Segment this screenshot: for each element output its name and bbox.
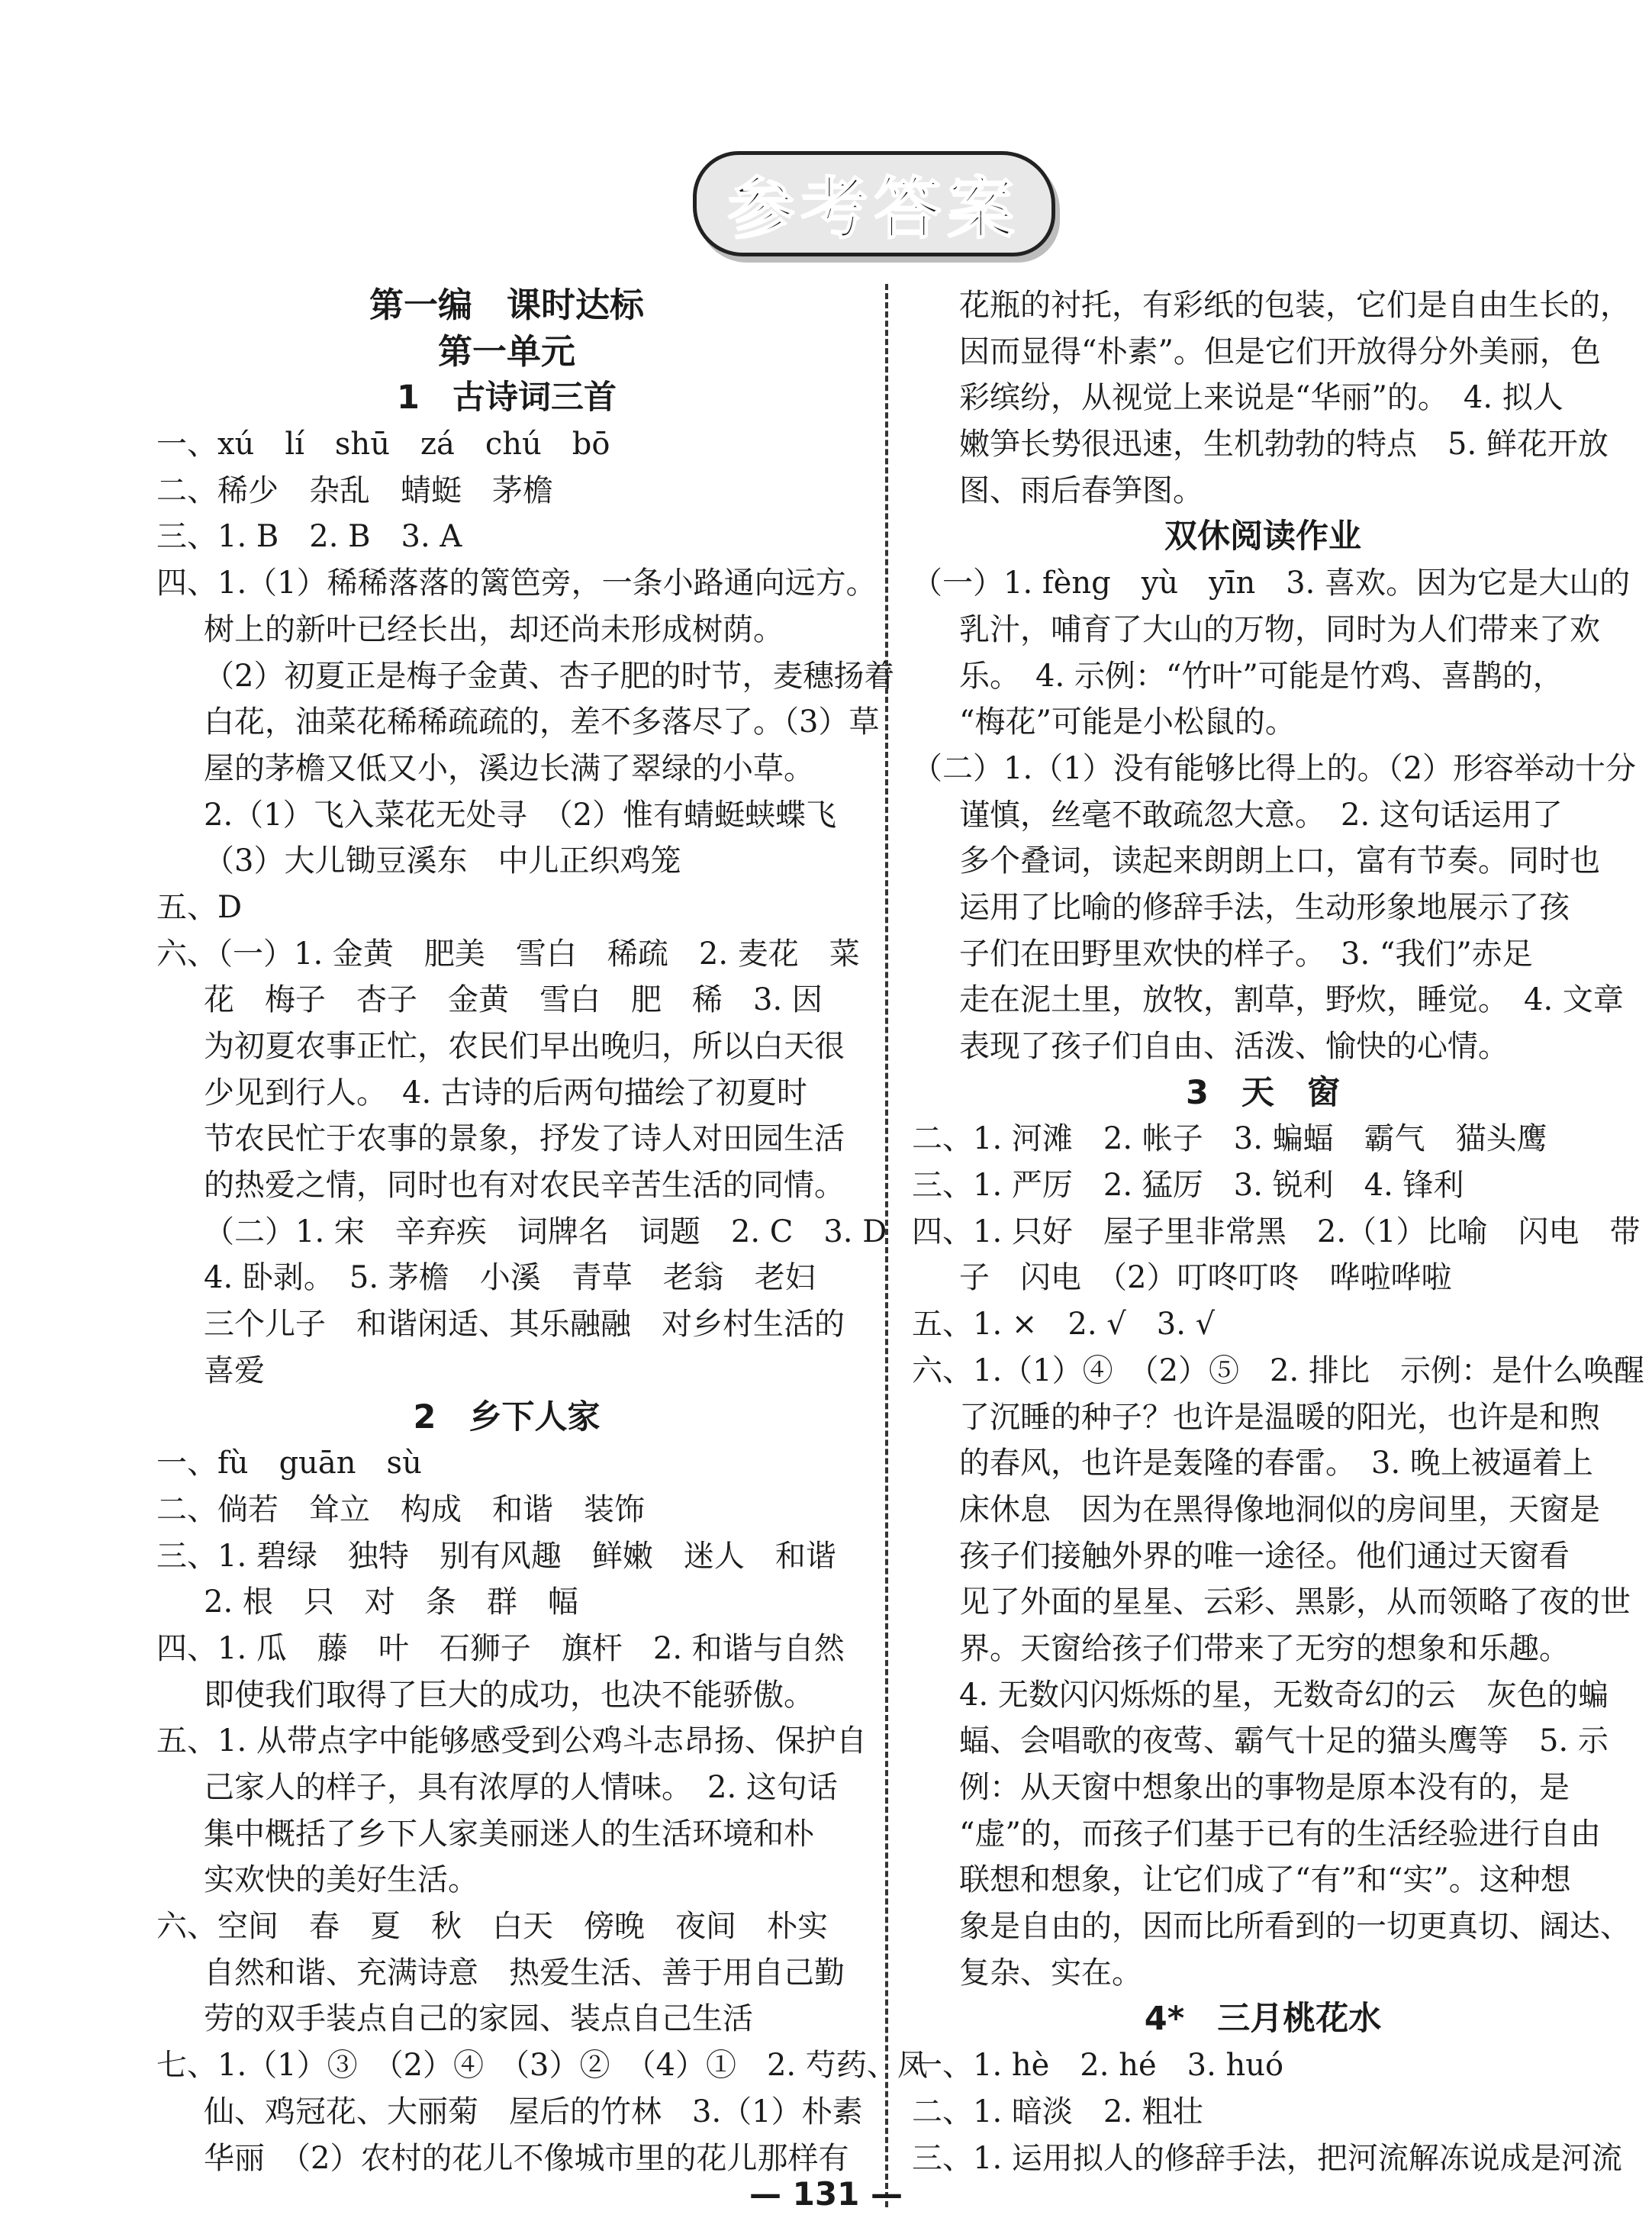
left-answer-line: 2. 根 只 对 条 群 幅 [204, 1584, 578, 1620]
left-answer-line: 即使我们取得了巨大的成功，也决不能骄傲。 [204, 1677, 814, 1713]
left-answer-line: 三、1. 碧绿 独特 别有风趣 鲜嫩 迷人 和谐 [156, 1538, 836, 1574]
left-answer-line: 实欢快的美好生活。 [204, 1862, 478, 1898]
left-answer-line: 华丽 （2）农村的花儿不像城市里的花儿那样有 [204, 2140, 849, 2176]
left-heading: 1 古诗词三首 [397, 379, 617, 417]
right-answer-line: 乐。 4. 示例：“竹叶”可能是竹鸡、喜鹊的， [959, 658, 1563, 694]
right-heading: 双休阅读作业 [1164, 517, 1361, 556]
left-answer-line: 花 梅子 杏子 金黄 雪白 肥 稀 3. 因 [204, 982, 823, 1018]
left-answer-line: 少见到行人。 4. 古诗的后两句描绘了初夏时 [204, 1075, 807, 1111]
right-answer-line: 彩缤纷，从视觉上来说是“华丽”的。 4. 拟人 [959, 380, 1563, 416]
right-answer-line: 谨慎，丝毫不敢疏忽大意。 2. 这句话运用了 [959, 797, 1563, 833]
left-column [156, 282, 928, 2181]
right-answer-line: 表现了孩子们自由、活泼、愉快的心情。 [959, 1029, 1509, 1064]
left-answer-line: 屋的茅檐又低又小，溪边长满了翠绿的小草。 [204, 750, 814, 786]
right-answer-line: 六、1.（1）④ （2）⑤ 2. 排比 示例：是什么唤醒 [912, 1352, 1644, 1388]
right-answer-line: 二、1. 河滩 2. 帐子 3. 蝙蝠 霸气 猫头鹰 [912, 1121, 1547, 1157]
left-answer-line: 己家人的样子，具有浓厚的人情味。 2. 这句话 [204, 1770, 838, 1805]
right-answer-line: 一、1. hè 2. hé 3. huó [912, 2048, 1284, 2084]
right-column [912, 282, 1644, 2181]
page-number: — 131 — [749, 2175, 903, 2213]
page-title: 参考答案 [727, 169, 1021, 248]
left-heading: 第一单元 [437, 330, 575, 372]
left-answer-line: （2）初夏正是梅子金黄、杏子肥的时节，麦穗扬着 [204, 658, 895, 694]
left-answer-line: 的热爱之情，同时也有对农民辛苦生活的同情。 [204, 1168, 845, 1204]
left-answer-line: 五、D [156, 889, 243, 925]
right-answer-line: “梅花”可能是小松鼠的。 [959, 704, 1296, 740]
left-answer-line: （3）大儿锄豆溪东 中儿正织鸡笼 [204, 843, 681, 879]
right-answer-line: 二、1. 暗淡 2. 粗壮 [912, 2094, 1203, 2129]
left-answer-line: 一、xú lí shū zá chú bō [156, 427, 610, 463]
right-answer-line: 三、1. 运用拟人的修辞手法，把河流解冻说成是河流 [912, 2140, 1622, 2176]
right-answer-line: 图、雨后春笋图。 [959, 472, 1203, 508]
left-answer-line: 4. 卧剥。 5. 茅檐 小溪 青草 老翁 老妇 [204, 1260, 816, 1296]
right-answer-line: 孩子们接触外界的唯一途径。他们通过天窗看 [959, 1538, 1570, 1574]
left-answer-line: 三个儿子 和谐闲适、其乐融融 对乡村生活的 [204, 1307, 845, 1343]
left-answer-line: 集中概括了乡下人家美丽迷人的生活环境和朴 [204, 1816, 814, 1852]
right-answer-line: “虚”的，而孩子们基于已有的生活经验进行自由 [959, 1816, 1601, 1852]
right-answer-line: 嫩笋长势很迅速，生机勃勃的特点 5. 鲜花开放 [959, 427, 1609, 463]
left-answer-line: 树上的新叶已经长出，却还尚未形成树荫。 [204, 611, 784, 647]
page-title-banner [693, 151, 1055, 256]
left-answer-line: 一、fù guān sù [156, 1446, 422, 1481]
right-answer-line: 子们在田野里欢快的样子。 3. “我们”赤足 [959, 936, 1533, 972]
right-heading: 3 天 窗 [1186, 1073, 1340, 1112]
left-answer-line: 四、1. 瓜 藤 叶 石狮子 旗杆 2. 和谐与自然 [156, 1630, 845, 1666]
left-answer-line: 四、1.（1）稀稀落落的篱笆旁，一条小路通向远方。 [156, 566, 877, 601]
left-heading: 第一编 课时达标 [369, 285, 644, 325]
right-heading: 4* 三月桃花水 [1144, 2000, 1382, 2039]
left-answer-line: 2.（1）飞入菜花无处寻 （2）惟有蜻蜓蛱蝶飞 [204, 797, 837, 833]
right-answer-line: 多个叠词，读起来朗朗上口，富有节奏。同时也 [959, 843, 1600, 879]
right-answer-line: 界。天窗给孩子们带来了无穷的想象和乐趣。 [959, 1630, 1570, 1666]
right-answer-line: 例：从天窗中想象出的事物是原本没有的，是 [959, 1770, 1570, 1805]
left-heading: 2 乡下人家 [413, 1397, 601, 1436]
left-answer-line: 七、1.（1）③ （2）④ （3）② （4）① 2. 芍药、凤 [156, 2048, 928, 2084]
right-answer-line: 见了外面的星星、云彩、黑影，从而领略了夜的世 [959, 1584, 1631, 1620]
left-answer-line: 六、空间 春 夏 秋 白天 傍晚 夜间 朴实 [156, 1909, 828, 1945]
right-answer-line: 联想和想象，让它们成了“有”和“实”。这种想 [959, 1862, 1571, 1898]
left-answer-line: 六、（一）1. 金黄 肥美 雪白 稀疏 2. 麦花 菜 [156, 936, 860, 972]
left-answer-line: （二）1. 宋 辛弃疾 词牌名 词题 2. C 3. D [204, 1214, 887, 1249]
right-answer-line: 床休息 因为在黑得像地洞似的房间里，天窗是 [959, 1491, 1600, 1527]
right-answer-line: 蝠、会唱歌的夜莺、霸气十足的猫头鹰等 5. 示 [959, 1723, 1609, 1759]
right-answer-line: 五、1. × 2. √ 3. √ [912, 1307, 1216, 1343]
right-answer-line: 复杂、实在。 [959, 1955, 1142, 1991]
left-answer-line: 劳的双手装点自己的家园、装点自己生活 [204, 2001, 753, 2037]
right-answer-line: 三、1. 严厉 2. 猛厉 3. 锐利 4. 锋利 [912, 1168, 1464, 1204]
left-answer-line: 为初夏农事正忙，农民们早出晚归，所以白天很 [204, 1029, 845, 1064]
right-answer-line: 运用了比喻的修辞手法，生动形象地展示了孩 [959, 889, 1570, 925]
left-answer-line: 喜爱 [204, 1352, 265, 1388]
right-answer-line: （一）1. fèng yù yīn 3. 喜欢。因为它是大山的 [912, 566, 1631, 601]
right-answer-line: 了沉睡的种子？也许是温暖的阳光，也许是和煦 [959, 1399, 1600, 1435]
left-answer-line: 节农民忙于农事的景象，抒发了诗人对田园生活 [204, 1121, 845, 1157]
left-answer-line: 二、倘若 耸立 构成 和谐 装饰 [156, 1491, 645, 1527]
left-answer-line: 五、1. 从带点字中能够感受到公鸡斗志昂扬、保护自 [156, 1723, 867, 1759]
right-answer-line: 走在泥土里，放牧，割草，野炊，睡觉。 4. 文章 [959, 982, 1624, 1018]
right-answer-line: 乳汁，哺育了大山的万物，同时为人们带来了欢 [959, 611, 1600, 647]
right-answer-line: 子 闪电 （2）叮咚叮咚 哗啦哗啦 [959, 1260, 1452, 1296]
left-answer-line: 白花，油菜花稀稀疏疏的，差不多落尽了。（3）草 [204, 704, 880, 740]
right-answer-line: 花瓶的衬托，有彩纸的包装，它们是自由生长的， [959, 288, 1631, 323]
left-answer-line: 三、1. B 2. B 3. A [156, 519, 462, 555]
right-answer-line: 四、1. 只好 屋子里非常黑 2.（1）比喻 闪电 带 [912, 1214, 1641, 1249]
left-answer-line: 仙、鸡冠花、大丽菊 屋后的竹林 3.（1）朴素 [204, 2094, 863, 2129]
left-answer-line: 二、稀少 杂乱 蜻蜓 茅檐 [156, 472, 553, 508]
right-answer-line: 的春风，也许是轰隆的春雷。 3. 晚上被逼着上 [959, 1446, 1593, 1481]
right-answer-line: 象是自由的，因而比所看到的一切更真切、阔达、 [959, 1909, 1631, 1945]
left-answer-line: 自然和谐、充满诗意 热爱生活、善于用自己勤 [204, 1955, 845, 1991]
right-answer-line: 因而显得“朴素”。但是它们开放得分外美丽，色 [959, 334, 1601, 369]
right-answer-line: （二）1.（1）没有能够比得上的。（2）形容举动十分 [912, 750, 1637, 786]
right-answer-line: 4. 无数闪闪烁烁的星，无数奇幻的云 灰色的蝙 [959, 1677, 1609, 1713]
